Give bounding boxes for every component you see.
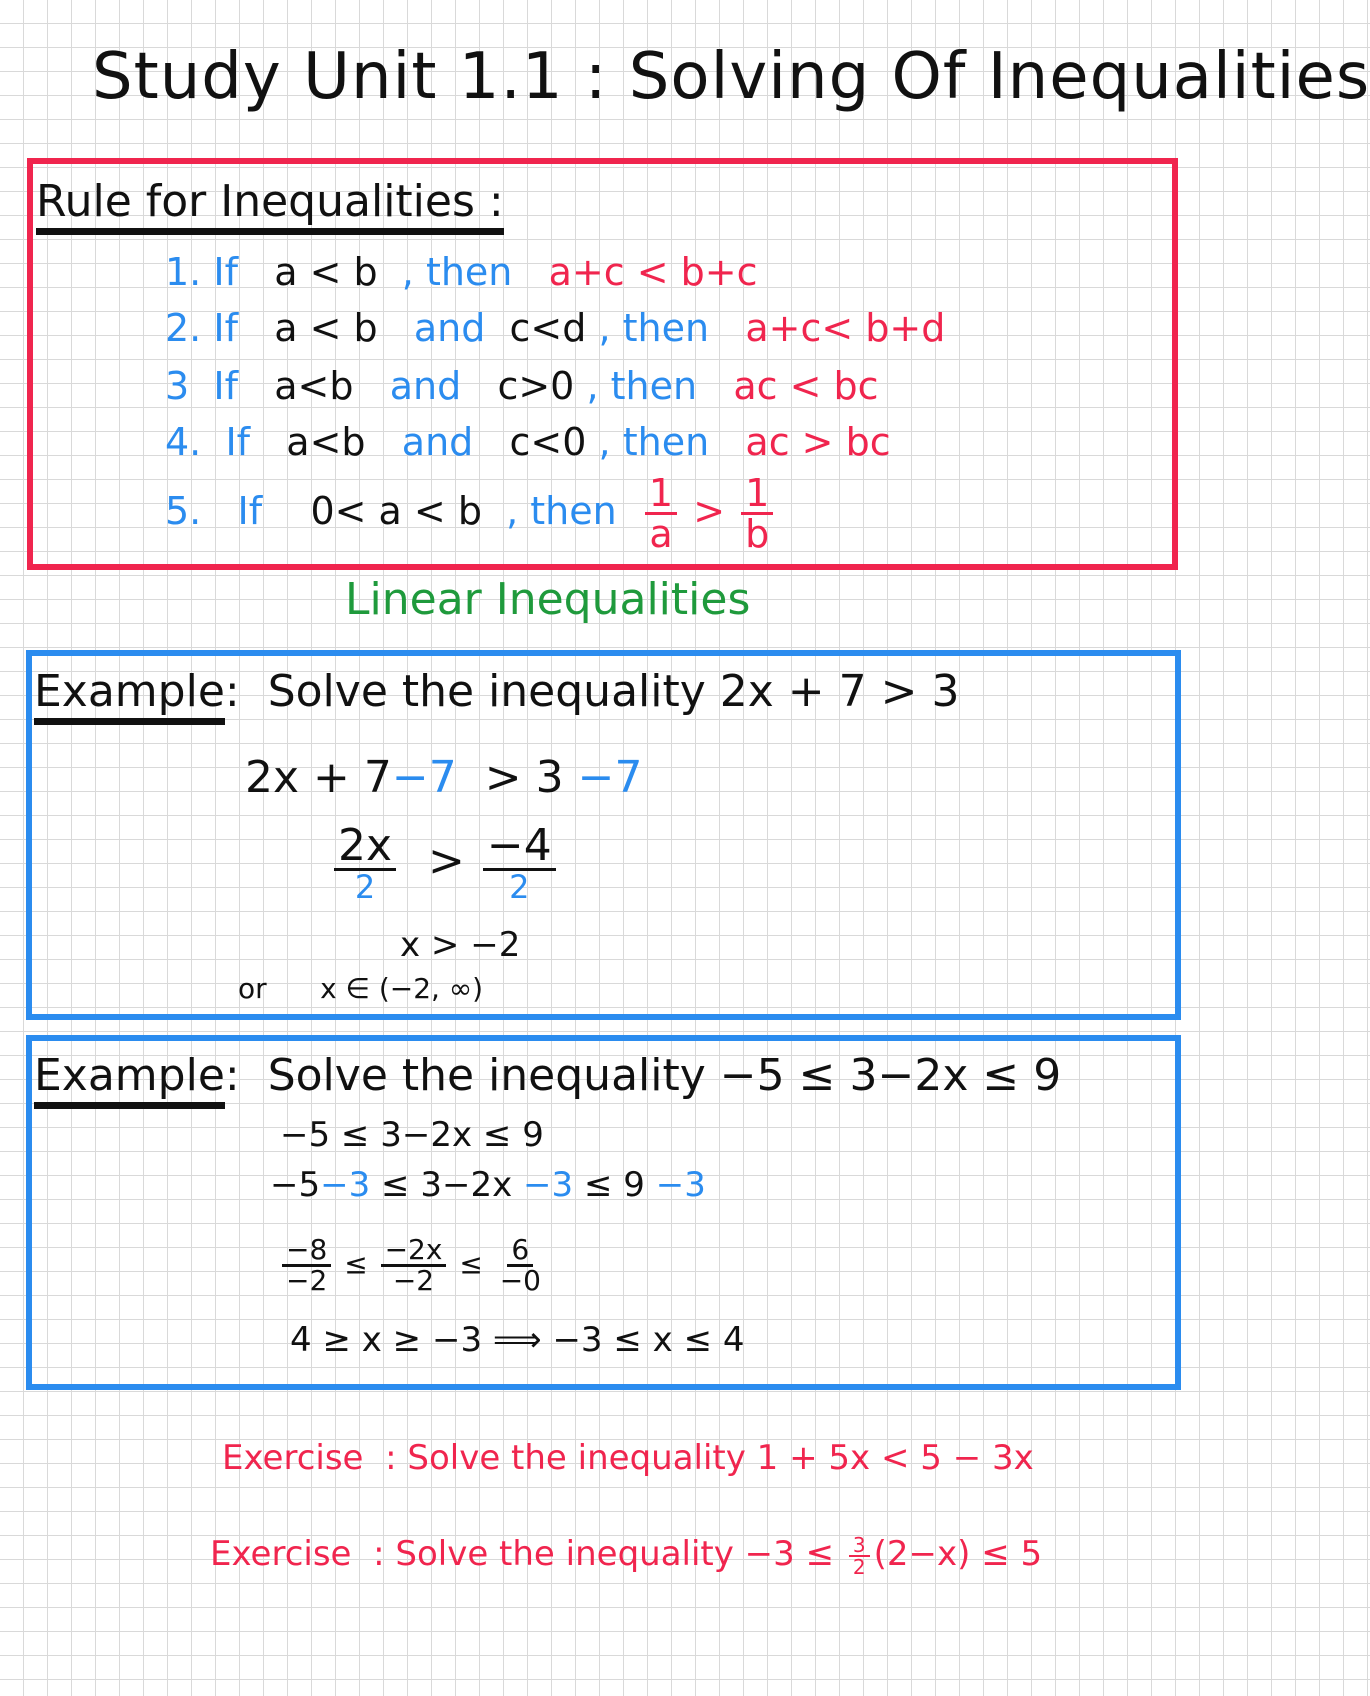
section-title: Linear Inequalities — [345, 574, 751, 625]
exercise-1 — [222, 1438, 1034, 1478]
rule-1-if: If — [213, 250, 238, 294]
example-2-step-3-num-1: −8 — [282, 1236, 331, 1267]
rule-5-frac-right-num: 1 — [741, 474, 773, 515]
rule-1-cond: a < b — [274, 250, 378, 294]
rule-2-if: If — [213, 306, 238, 350]
example-2-step-2-b: −3 — [320, 1165, 371, 1205]
rule-3-cond: a<b — [274, 364, 354, 408]
example-2-step-3-op-2: ≤ — [459, 1247, 483, 1281]
exercise-2-label: Exercise — [210, 1534, 352, 1574]
rule-3-then: , then — [586, 364, 698, 408]
example-1-step-2-op: > — [428, 835, 465, 887]
rule-5-frac-left-num: 1 — [645, 474, 677, 515]
example-1-step-4 — [238, 972, 483, 1005]
rule-5 — [165, 471, 777, 556]
rule-5-num: 5. — [165, 489, 202, 533]
exercise-2-frac-num: 3 — [849, 1535, 870, 1557]
rule-2-conj: and — [413, 306, 486, 350]
example-2-step-3-frac-3 — [496, 1233, 545, 1297]
example-1-step-1-a: 2x + 7 — [245, 752, 392, 803]
example-2-step-3-op-1: ≤ — [344, 1247, 368, 1281]
rule-5-frac-left-den: a — [649, 512, 673, 556]
rule-3 — [165, 364, 879, 408]
page-title: Study Unit 1.1 : Solving Of Inequalities — [92, 40, 1370, 114]
rule-2-result: a+c< b+d — [745, 306, 946, 350]
example-1-heading — [34, 666, 959, 719]
example-1-or: or — [238, 972, 267, 1005]
example-2-step-3-num-2: −2x — [381, 1236, 447, 1267]
example-2-step-3-den-1: −2 — [286, 1264, 328, 1297]
example-2-colon: : — [224, 1050, 240, 1101]
example-1-step-1 — [245, 752, 642, 803]
rule-2-num: 2. — [165, 306, 202, 350]
exercise-1-text: : Solve the inequality 1 + 5x < 5 − 3x — [385, 1438, 1034, 1478]
example-2-step-1: −5 ≤ 3−2x ≤ 9 — [280, 1115, 544, 1155]
rule-3-num: 3 — [165, 364, 190, 408]
rule-4-if: If — [225, 420, 251, 464]
example-1-colon: : — [224, 666, 240, 717]
rule-1-then: , then — [401, 250, 513, 294]
example-1-step-2 — [330, 820, 560, 906]
example-2-prompt: Solve the inequality −5 ≤ 3−2x ≤ 9 — [267, 1050, 1062, 1101]
example-1-step-1-d: −7 — [577, 752, 643, 803]
rule-2-then: , then — [598, 306, 710, 350]
rule-5-if: If — [237, 489, 263, 533]
rules-heading-text: Rule for Inequalities : — [36, 176, 504, 235]
rule-1 — [165, 250, 758, 294]
example-2-step-2-c: ≤ 3−2x — [370, 1165, 524, 1205]
rule-4-then: , then — [598, 420, 710, 464]
example-2-step-3-num-3: 6 — [507, 1236, 533, 1267]
exercise-2-frac-den: 2 — [852, 1554, 866, 1579]
rule-3-if: If — [213, 364, 238, 408]
exercise-1-label: Exercise — [222, 1438, 364, 1478]
example-2-step-3-frac-2 — [381, 1233, 447, 1297]
example-2-label: Example — [34, 1050, 225, 1109]
example-2-step-3-den-3: −0 — [499, 1264, 541, 1297]
rule-5-then: , then — [506, 489, 617, 533]
example-2-step-2-d: −3 — [523, 1165, 574, 1205]
example-2-step-3 — [278, 1233, 549, 1297]
rule-3-conj: and — [389, 364, 462, 408]
example-1-step-2-num-right: −4 — [483, 824, 556, 871]
rule-5-frac-right-den: b — [745, 512, 770, 556]
example-1-step-2-num-left: 2x — [334, 824, 396, 871]
example-1-step-3: x > −2 — [400, 925, 521, 965]
example-2-step-2-a: −5 — [270, 1165, 321, 1205]
example-2-step-3-frac-1 — [282, 1233, 331, 1297]
rule-2 — [165, 306, 945, 350]
rule-5-frac-right — [741, 471, 773, 556]
rule-4-num: 4. — [165, 420, 202, 464]
rule-1-num: 1. — [165, 250, 202, 294]
example-1-step-1-c: > 3 — [484, 752, 564, 803]
rule-5-frac-left — [645, 471, 677, 556]
exercise-2-tail: (2−x) ≤ 5 — [873, 1534, 1043, 1574]
example-1-step-2-frac-right — [483, 820, 556, 906]
rule-5-cond: 0< a < b — [310, 489, 482, 533]
rules-heading — [36, 176, 504, 229]
rule-4-cond: a<b — [286, 420, 366, 464]
example-2-step-2 — [270, 1165, 706, 1205]
rule-5-op: > — [693, 489, 726, 533]
example-1-label: Example — [34, 666, 225, 725]
example-1-step-2-den-left: 2 — [354, 868, 376, 906]
rule-2-cond2: c<d — [509, 306, 587, 350]
example-1-prompt: Solve the inequality 2x + 7 > 3 — [267, 666, 960, 717]
example-1-step-2-frac-left — [334, 820, 396, 906]
exercise-2 — [210, 1534, 1042, 1577]
example-2-step-2-f: −3 — [655, 1165, 706, 1205]
example-2-step-4: 4 ≥ x ≥ −3 ⟹ −3 ≤ x ≤ 4 — [290, 1320, 745, 1360]
rule-4-conj: and — [401, 420, 474, 464]
rule-4 — [165, 420, 891, 464]
example-1-interval: x ∈ (−2, ∞) — [320, 972, 484, 1005]
exercise-2-text: : Solve the inequality −3 ≤ — [373, 1534, 845, 1574]
rule-1-result: a+c < b+c — [548, 250, 758, 294]
example-2-step-3-den-2: −2 — [392, 1264, 435, 1297]
example-2-step-2-e: ≤ 9 — [573, 1165, 656, 1205]
rule-2-cond: a < b — [274, 306, 378, 350]
example-1-step-1-b: −7 — [391, 752, 457, 803]
rule-4-result: ac > bc — [745, 420, 891, 464]
rule-3-result: ac < bc — [733, 364, 879, 408]
exercise-2-frac — [849, 1532, 870, 1579]
example-2-heading — [34, 1050, 1061, 1103]
rule-3-cond2: c>0 — [497, 364, 575, 408]
example-1-step-2-den-right: 2 — [509, 868, 530, 906]
rule-4-cond2: c<0 — [509, 420, 587, 464]
